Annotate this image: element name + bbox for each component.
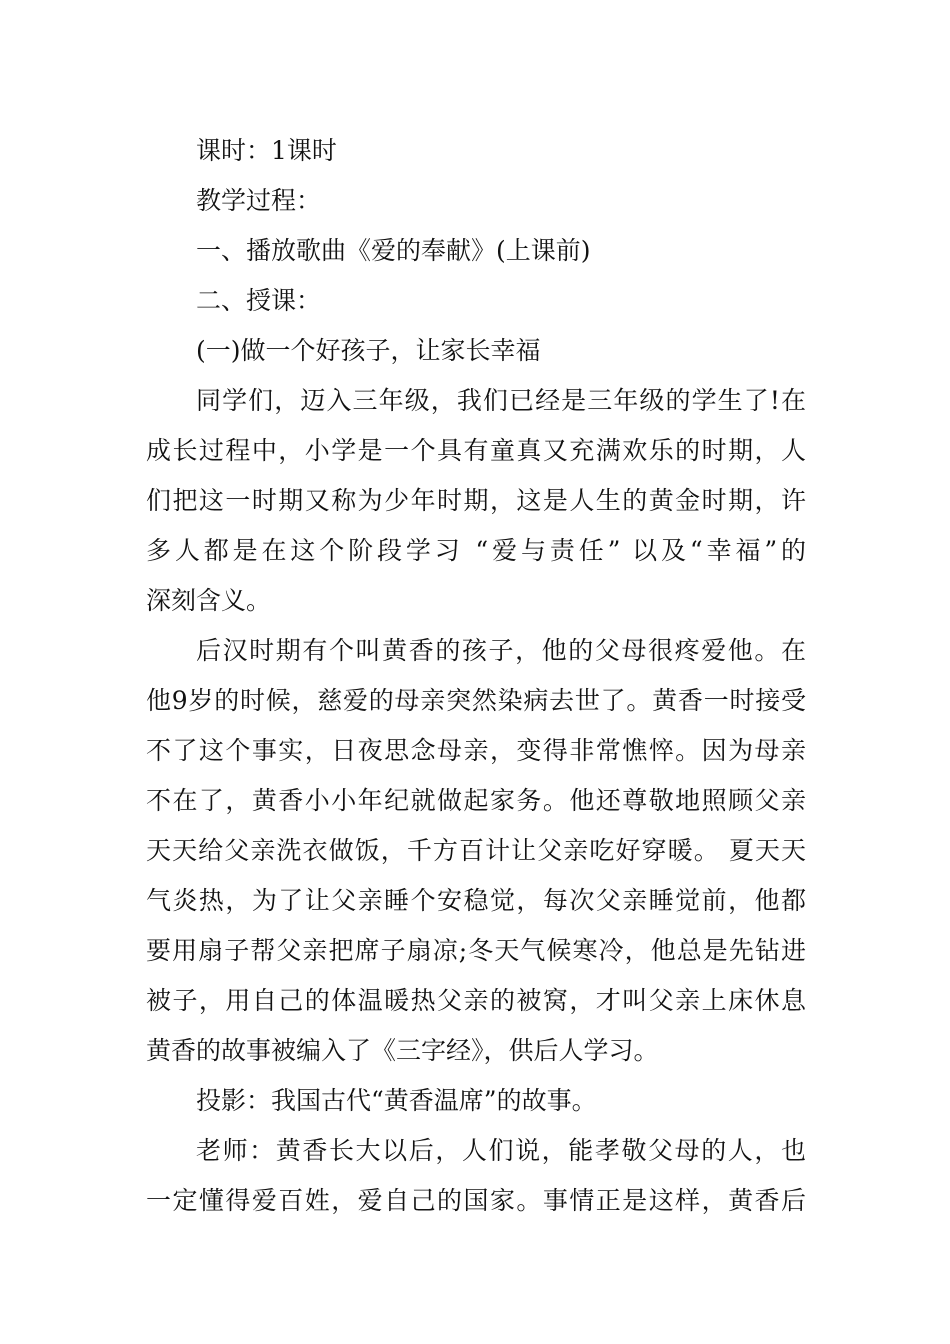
paragraph-line: 们把这一时期又称为少年时期，这是人生的黄金时期，许 xyxy=(146,486,806,515)
section-two-heading: 二、授课： xyxy=(196,286,322,315)
paragraph-line: 气炎热，为了让父亲睡个安稳觉，每次父亲睡觉前，他都 xyxy=(146,886,806,915)
paragraph-line: 不了这个事实，日夜思念母亲，变得非常憔悴。因为母亲 xyxy=(146,736,806,765)
paragraph-line: 同学们，迈入三年级，我们已经是三年级的学生了!在 xyxy=(196,386,806,415)
class-hours-line: 课时：1课时 xyxy=(196,136,337,165)
document-body xyxy=(146,126,806,1226)
section-one-heading: 一、播放歌曲《爱的奉献》(上课前) xyxy=(196,236,591,265)
paragraph-line: 一定懂得爱百姓，爱自己的国家。事情正是这样，黄香后 xyxy=(146,1186,806,1215)
paragraph-line: 被子，用自己的体温暖热父亲的被窝，才叫父亲上床休息 xyxy=(146,986,806,1015)
paragraph-line: 不在了，黄香小小年纪就做起家务。他还尊敬地照顾父亲 xyxy=(146,786,806,815)
paragraph-line: 成长过程中，小学是一个具有童真又充满欢乐的时期，人 xyxy=(146,436,806,465)
paragraph-line: 老师：黄香长大以后，人们说，能孝敬父母的人，也 xyxy=(196,1136,806,1165)
projection-line: 投影：我国古代“黄香温席”的故事。 xyxy=(196,1086,597,1115)
paragraph-line: 天天给父亲洗衣做饭，千方百计让父亲吃好穿暖。 夏天天 xyxy=(146,836,806,865)
paragraph-line: 深刻含义。 xyxy=(146,586,272,615)
paragraph-line: 要用扇子帮父亲把席子扇凉;冬天气候寒冷，他总是先钻进 xyxy=(146,936,806,965)
subsection-heading: (一)做一个好孩子，让家长幸福 xyxy=(196,336,541,365)
paragraph-line: 后汉时期有个叫黄香的孩子，他的父母很疼爱他。在 xyxy=(196,636,806,665)
teaching-process-heading: 教学过程： xyxy=(196,186,322,215)
paragraph-line: 他9岁的时候，慈爱的母亲突然染病去世了。黄香一时接受 xyxy=(146,686,806,715)
paragraph-line: 多人都是在这个阶段学习 “爱与责任” 以及“幸福”的 xyxy=(146,536,806,565)
paragraph-line: 黄香的故事被编入了《三字经》，供后人学习。 xyxy=(146,1036,659,1065)
